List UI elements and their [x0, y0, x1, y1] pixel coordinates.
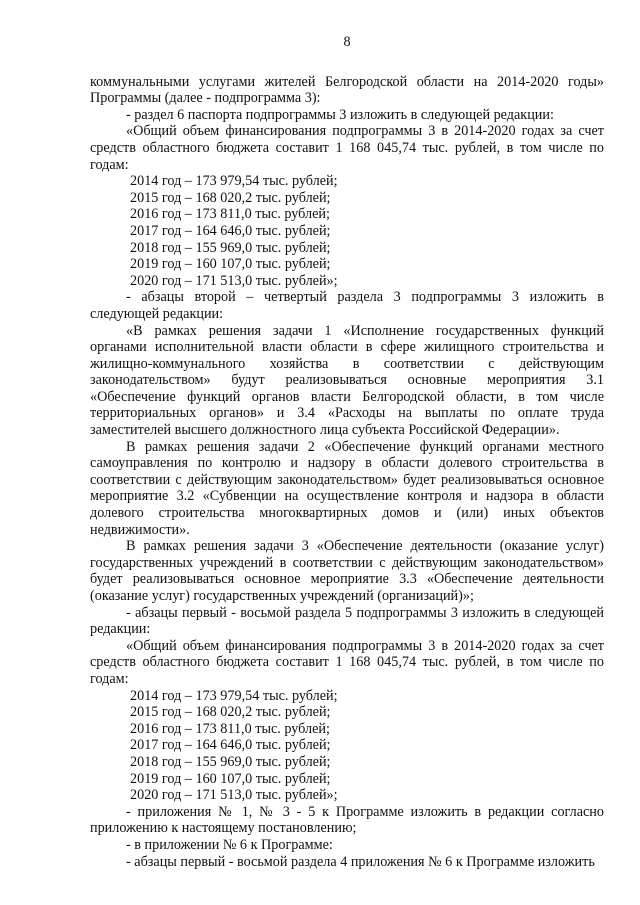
paragraph: В рамках решения задачи 2 «Обеспечение функций органами местного самоуправления по контролю и надзору в области долевого строительства в соответствии с действующим законодательством» будет реализовываться основное мероприятие 3.2 «Субвенции на осуществление контроля и надзора в области долевого строительства многоквартирных домов и (или) иных объектов недвижимости».	[90, 438, 604, 538]
funding-year-line: 2016 год – 173 811,0 тыс. рублей;	[130, 206, 330, 223]
paragraph: коммунальными услугами жителей Белгородской области на 2014-2020 годы» Программы (далее - подпрограмма 3):	[90, 73, 604, 107]
paragraph: В рамках решения задачи 3 «Обеспечение деятельности (оказание услуг) государственных учреждений в соответствии с действующим законодательством» будет реализовываться основное мероприятие 3.3 «Обеспечение деятельности (оказание услуг) государственных учреждений (организаций)»;	[90, 538, 604, 604]
funding-year-line: 2014 год – 173 979,54 тыс. рублей;	[130, 687, 338, 704]
paragraph: «Общий объем финансирования подпрограммы 3 в 2014-2020 годах за счет средств областного бюджета составит 1 168 045,74 тыс. рублей, в том числе по годам:	[90, 637, 604, 687]
paragraph: - раздел 6 паспорта подпрограммы 3 изложить в следующей редакции:	[126, 106, 554, 123]
funding-year-line: 2014 год – 173 979,54 тыс. рублей;	[130, 173, 338, 190]
paragraph: - в приложении № 6 к Программе:	[126, 836, 333, 853]
funding-year-line: 2018 год – 155 969,0 тыс. рублей;	[130, 239, 331, 256]
paragraph: - абзацы второй – четвертый раздела 3 подпрограммы 3 изложить в следующей редакции:	[90, 289, 604, 322]
paragraph: - абзацы первый - восьмой раздела 5 подпрограммы 3 изложить в следующей редакции:	[90, 604, 604, 638]
funding-year-line: 2020 год – 171 513,0 тыс. рублей»;	[130, 272, 338, 289]
funding-year-line: 2017 год – 164 646,0 тыс. рублей;	[130, 737, 331, 754]
funding-year-line: 2017 год – 164 646,0 тыс. рублей;	[130, 222, 331, 239]
funding-year-line: 2016 год – 173 811,0 тыс. рублей;	[130, 720, 330, 737]
page-number: 8	[343, 34, 351, 50]
funding-year-line: 2018 год – 155 969,0 тыс. рублей;	[130, 753, 331, 770]
paragraph: - приложения № 1, № 3 - 5 к Программе изложить в редакции согласно приложению к настоящему постановлению;	[90, 803, 604, 837]
document-body	[90, 74, 604, 871]
paragraph: - абзацы первый - восьмой раздела 4 приложения № 6 к Программе изложить	[126, 853, 595, 870]
paragraph: «В рамках решения задачи 1 «Исполнение государственных функций органами исполнительной власти области в сфере жилищного строительства и жилищно-коммунального хозяйства в соответствии с действующим законодательством» будут реализовываться основные мероприятия 3.1 «Обеспечение функций органов власти Белгородской области, в том числе территориальных органов» и 3.4 «Расходы на выплаты по оплате труда заместителей высшего должностного лица субъекта Российской Федерации».	[90, 322, 604, 439]
funding-year-line: 2015 год – 168 020,2 тыс. рублей;	[130, 189, 331, 206]
funding-year-line: 2019 год – 160 107,0 тыс. рублей;	[130, 770, 331, 787]
funding-year-line: 2019 год – 160 107,0 тыс. рублей;	[130, 256, 331, 273]
funding-year-line: 2015 год – 168 020,2 тыс. рублей;	[130, 704, 331, 721]
paragraph: «Общий объем финансирования подпрограммы 3 в 2014-2020 годах за счет средств областного бюджета составит 1 168 045,74 тыс. рублей, в том числе по годам:	[90, 123, 604, 173]
funding-year-line: 2020 год – 171 513,0 тыс. рублей»;	[130, 787, 338, 804]
